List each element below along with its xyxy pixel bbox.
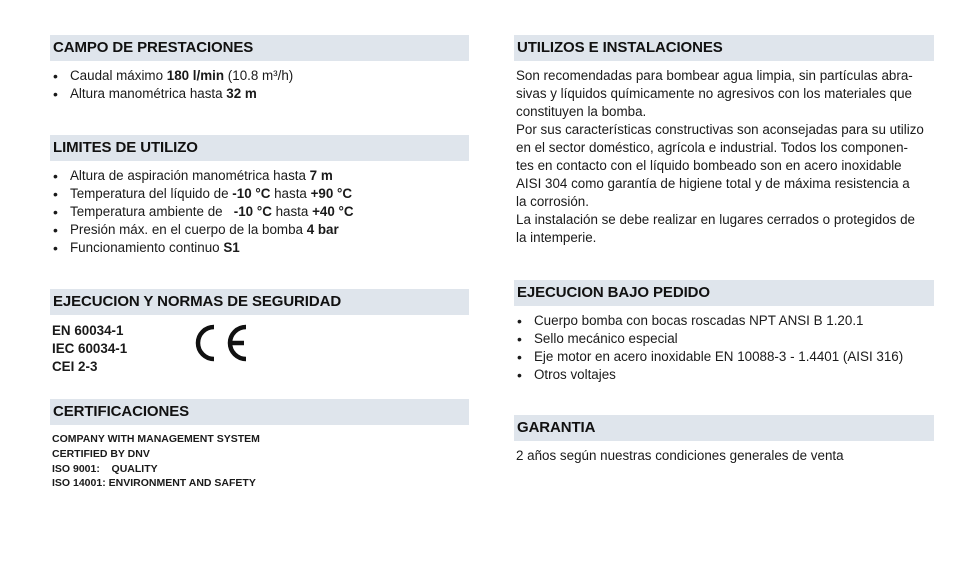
text-line: AISI 304 como garantía de higiene total y de máxima resistencia a bbox=[516, 176, 910, 191]
text-line: en el sector doméstico, agrícola e industrial. Todos los componen- bbox=[516, 140, 909, 155]
list-item: • Altura manométrica hasta 32 m bbox=[50, 85, 469, 103]
description-paragraph bbox=[516, 67, 934, 247]
text-line: La instalación se debe realizar en lugares cerrados o protegidos de bbox=[516, 212, 915, 227]
text-line: tes en contacto con el líquido bombeado son en acero inoxidable bbox=[516, 158, 902, 173]
list-item: • Cuerpo bomba con bocas roscadas NPT ANSI B 1.20.1 bbox=[514, 312, 934, 330]
text-line: sivas y líquidos químicamente no agresivos con los materiales que bbox=[516, 86, 912, 101]
section-garantia bbox=[514, 415, 934, 465]
list-item: • Altura de aspiración manométrica hasta 7 m bbox=[50, 167, 469, 185]
bullet-list bbox=[50, 167, 469, 257]
section-title: EJECUCION BAJO PEDIDO bbox=[514, 280, 934, 306]
bullet-list bbox=[514, 312, 934, 384]
certification-text bbox=[50, 432, 469, 491]
section-certificaciones bbox=[50, 399, 469, 491]
section-title: CERTIFICACIONES bbox=[50, 399, 469, 425]
cert-line: ISO 9001: QUALITY bbox=[52, 462, 158, 475]
bullet-list bbox=[50, 67, 469, 103]
ce-mark-icon bbox=[188, 321, 252, 365]
cert-line: ISO 14001: ENVIRONMENT AND SAFETY bbox=[52, 477, 256, 490]
list-item: • Otros voltajes bbox=[514, 366, 934, 384]
list-item: • Temperatura del líquido de -10 °C hasta +90 °C bbox=[50, 185, 469, 203]
list-item: • Eje motor en acero inoxidable EN 10088-3 - 1.4401 (AISI 316) bbox=[514, 348, 934, 366]
garantia-text: 2 años según nuestras condiciones generales de venta bbox=[516, 448, 844, 463]
norm-item: CEI 2-3 bbox=[52, 359, 98, 374]
list-item: • Sello mecánico especial bbox=[514, 330, 934, 348]
text-line: Por sus características constructivas son aconsejadas para su utilizo bbox=[516, 122, 924, 137]
section-limites-utilizo bbox=[50, 135, 469, 257]
list-item: • Presión máx. en el cuerpo de la bomba 4 bar bbox=[50, 221, 469, 239]
section-title: CAMPO DE PRESTACIONES bbox=[50, 35, 469, 61]
section-campo-prestaciones bbox=[50, 35, 469, 103]
section-ejecucion-normas bbox=[50, 289, 469, 376]
norm-item: IEC 60034-1 bbox=[52, 341, 128, 356]
text-line: la corrosión. bbox=[516, 194, 589, 209]
cert-line: COMPANY WITH MANAGEMENT SYSTEM bbox=[52, 433, 260, 445]
norms-list bbox=[50, 322, 469, 376]
list-item: • Caudal máximo 180 l/min (10.8 m³/h) bbox=[50, 67, 469, 85]
section-title: EJECUCION Y NORMAS DE SEGURIDAD bbox=[50, 289, 469, 315]
norm-item: EN 60034-1 bbox=[52, 323, 124, 338]
section-ejecucion-bajo-pedido bbox=[514, 280, 934, 384]
section-title: UTILIZOS E INSTALACIONES bbox=[514, 35, 934, 61]
text-line: Son recomendadas para bombear agua limpia, sin partículas abra- bbox=[516, 68, 913, 83]
text-line: constituyen la bomba. bbox=[516, 104, 647, 119]
cert-line: CERTIFIED BY DNV bbox=[52, 447, 150, 460]
text-line: la intemperie. bbox=[516, 230, 597, 245]
section-utilizos-instalaciones bbox=[514, 35, 934, 247]
section-title: LIMITES DE UTILIZO bbox=[50, 135, 469, 161]
list-item: • Temperatura ambiente de -10 °C hasta +40 °C bbox=[50, 203, 469, 221]
list-item: • Funcionamiento continuo S1 bbox=[50, 239, 469, 257]
section-title: GARANTIA bbox=[514, 415, 934, 441]
